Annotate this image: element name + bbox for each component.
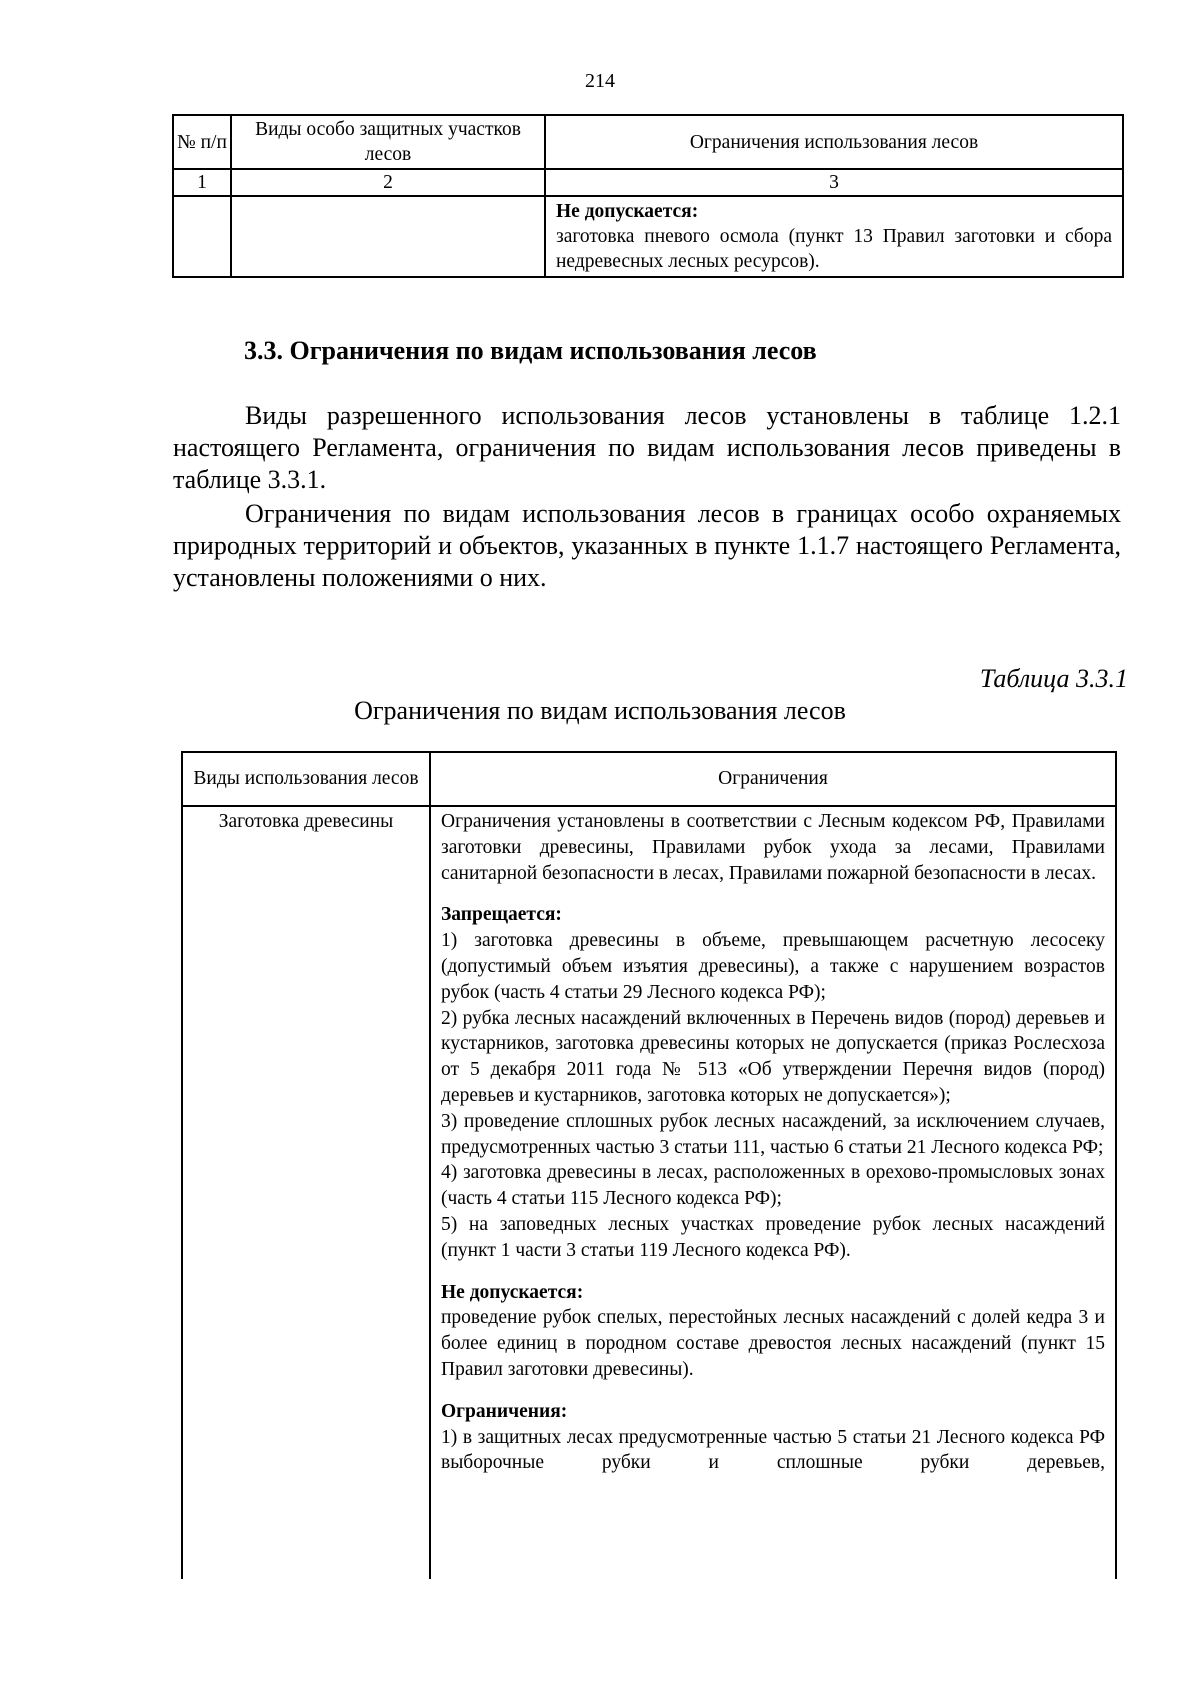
protective-areas-table [172, 114, 1124, 278]
row-restriction-cell [545, 196, 1123, 277]
usage-kind-cell: Заготовка древесины [182, 806, 430, 1579]
column-number-1: 1 [173, 169, 231, 196]
paragraph-1: Виды разрешенного использования лесов установлены в таблице 1.2.1 настоящего Регламента, ограничения по видам использования лесов приведены в таблице 3.3.1. [173, 401, 1121, 494]
restrictions-text: 1) в защитных лесах предусмотренные частью 5 статьи 21 Лесного кодекса РФ выборочные рубки и сплошные рубки деревьев, [441, 1426, 1105, 1474]
paragraph-2: Ограничения по видам использования лесов в границах особо охраняемых природных территорий и объектов, указанных в пункте 1.1.7 настоящего Регламента, установлены положениями о них. [173, 499, 1121, 592]
table-label: Таблица 3.3.1 [979, 664, 1128, 693]
not-allowed-text: заготовка пневого осмола (пункт 13 Правил заготовки и сбора недревесных лесных ресурсов). [556, 226, 1112, 272]
prohibited-item-4: 4) заготовка древесины в лесах, расположенных в орехово-промысловых зонах (часть 4 статьи 115 Лесного кодекса РФ); [441, 1162, 1105, 1210]
header-restrictions: Ограничения использования лесов [545, 115, 1123, 169]
header-restrictions: Ограничения [430, 752, 1116, 806]
table-title: Ограничения по видам использования лесов [354, 696, 846, 725]
table-header-row [182, 752, 1116, 806]
column-number-3: 3 [545, 169, 1123, 196]
column-numbers-row [173, 169, 1123, 196]
column-number-2: 2 [231, 169, 545, 196]
row-area-cell [231, 196, 545, 277]
restrictions-heading: Ограничения: [441, 1400, 568, 1422]
prohibited-item-5: 5) на заповедных лесных участках проведение рубок лесных насаждений (пункт 1 части 3 статьи 119 Лесного кодекса РФ). [441, 1213, 1105, 1261]
not-allowed-text: проведение рубок спелых, перестойных лесных насаждений с долей кедра 3 и более единиц в породном составе древостоя лесных насаждений (пункт 15 Правил заготовки древесины). [441, 1307, 1105, 1380]
intro-text: Ограничения установлены в соответствии с Лесным кодексом РФ, Правилами заготовки древесины, Правилами рубок ухода за лесами, Правилами санитарной безопасности в лесах, Правилами пожарной безопасности в лесах. [441, 811, 1105, 884]
prohibited-heading: Запрещается: [441, 904, 562, 926]
table-row [182, 806, 1116, 1579]
prohibited-item-3: 3) проведение сплошных рубок лесных насаждений, за исключением случаев, предусмотренных частью 3 статьи 111, частью 6 статьи 21 Лесного кодекса РФ; [441, 1110, 1105, 1158]
restrictions-cell [430, 806, 1116, 1579]
page-number: 214 [585, 70, 615, 92]
prohibited-item-2: 2) рубка лесных насаждений включенных в Перечень видов (пород) деревьев и кустарников, заготовка древесины которых не допускается (приказ Рослесхоза от 5 декабря 2011 года № 513 «Об утверждении Перечня видов (пород) деревьев и кустарников, заготовка которых не допускается»); [441, 1007, 1105, 1106]
header-usage-types: Виды использования лесов [182, 752, 430, 806]
not-allowed-heading: Не допускается: [441, 1281, 584, 1303]
section-heading: 3.3. Ограничения по видам использования лесов [244, 336, 817, 365]
prohibited-item-1: 1) заготовка древесины в объеме, превышающем расчетную лесосеку (допустимый объем изъятия древесины), а также с нарушением возрастов рубок (часть 4 статьи 29 Лесного кодекса РФ); [441, 930, 1105, 1003]
usage-restrictions-table [181, 751, 1117, 1579]
header-area-types: Виды особо защитных участков лесов [231, 115, 545, 169]
header-number: № п/п [173, 115, 231, 169]
table-header-row [173, 115, 1123, 169]
table-row [173, 196, 1123, 277]
not-allowed-heading: Не допускается: [556, 201, 699, 222]
row-number-cell [173, 196, 231, 277]
